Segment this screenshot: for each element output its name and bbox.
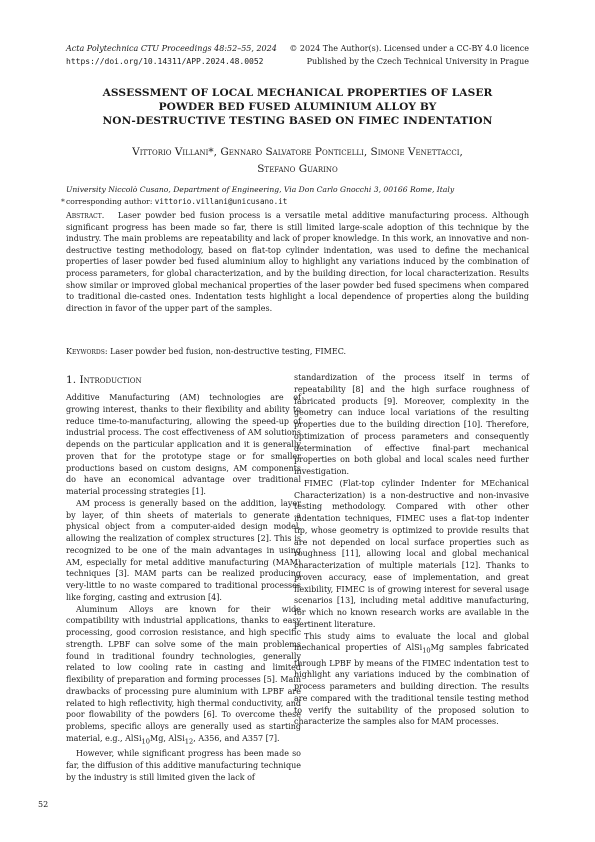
license-header bbox=[289, 42, 529, 68]
paragraph: However, while significant progress has been made so far, the diffusion of this additive manufacturing technique by the industry is still limited given the lack of bbox=[66, 749, 301, 782]
license-text: © 2024 The Author(s). Licensed under a CC-BY 4.0 licence bbox=[289, 44, 529, 53]
abstract bbox=[66, 210, 529, 314]
keywords bbox=[66, 346, 529, 358]
right-column bbox=[294, 372, 529, 728]
authors-line-1: Vittorio Villani*, Gennaro Salvatore Ponticelli, Simone Venettacci, bbox=[132, 146, 463, 158]
corresponding-label: corresponding author: bbox=[66, 197, 155, 206]
keywords-label: Keywords: bbox=[66, 347, 108, 356]
paragraph: Additive Manufacturing (AM) technologies are of growing interest, thanks to their flexibility and ability to reduce time-to-manufacturing, allowing the speed-up of industrial process. The cost effectiveness of AM solutions depends on the particular application and it is generally proven that for the prototype stage or for smaller productions based on custom designs, AM components do have an economical advantage over traditional material processing strategies [1]. bbox=[66, 393, 301, 496]
subscript: 10 bbox=[422, 646, 431, 655]
title-line-1: ASSESSMENT OF LOCAL MECHANICAL PROPERTIES OF LASER bbox=[102, 87, 493, 99]
publisher-text: Published by the Czech Technical University in Prague bbox=[306, 57, 529, 66]
page-number: 52 bbox=[38, 800, 49, 809]
author-list bbox=[50, 144, 545, 178]
subscript: 10 bbox=[141, 737, 150, 746]
keywords-text: Laser powder bed fusion, non-destructive testing, FIMEC. bbox=[110, 347, 347, 356]
section-heading bbox=[66, 372, 301, 388]
corresponding-email[interactable]: vittorio.villani@unicusano.it bbox=[154, 197, 288, 206]
paper-title bbox=[50, 86, 545, 128]
paragraph: AM process is generally based on the addition, layer by layer, of thin sheets of materials to generate a physical object from a computer-aided design model, allowing the realization of complex structures [2]. This is recognized to be one of the main advantages in using AM, especially for metal additive manufacturing (MAM) techniques [3]. MAM parts can be realized producing very-little to no waste compared to traditional processes like forging, casting and extrusion [4]. bbox=[66, 498, 301, 602]
title-line-2: POWDER BED FUSED ALUMINIUM ALLOY BY bbox=[158, 101, 437, 113]
left-column bbox=[66, 372, 301, 783]
section-title: Introduction bbox=[79, 374, 142, 386]
paragraph bbox=[66, 604, 301, 749]
journal-header bbox=[66, 42, 277, 68]
title-line-3: NON-DESTRUCTIVE TESTING BASED ON FIMEC INDENTATION bbox=[102, 115, 493, 127]
paragraph-text: Aluminum Alloys are known for their wide compatibility with industrial applications, thanks to easy processing, good corrosion resistance, and high specific strength. LPBF can solve some of the main problems found in traditional foundry technologies, generally related to low cooling rate in casting and limited flexibility of preparation and forming processes [5]. Main drawbacks of processing pure aluminium with LPBF are related to high reflectivity, high thermal conductivity, and poor flowability of the powders [6]. To overcome these problems, specific alloys are generally used as starting material, e.g., AlSi bbox=[66, 604, 301, 743]
paragraph-text: Mg, AlSi bbox=[150, 733, 185, 743]
section-number: 1. bbox=[66, 374, 77, 386]
doi-link[interactable]: https://doi.org/10.14311/APP.2024.48.0052 bbox=[66, 57, 264, 66]
affiliation: University Niccolò Cusano, Department of Engineering, Via Don Carlo Gnocchi 3, 00166 Rome, Italy bbox=[66, 185, 455, 194]
paragraph bbox=[294, 631, 529, 729]
corresponding-author bbox=[61, 196, 536, 208]
subscript: 12 bbox=[184, 737, 194, 746]
abstract-label: Abstract. bbox=[66, 211, 105, 220]
paragraph-text: This study aims to evaluate the local and global mechanical properties of AlSi bbox=[294, 631, 529, 653]
journal-citation: Acta Polytechnica CTU Proceedings 48:52–55, 2024 bbox=[66, 44, 277, 53]
paragraph: FIMEC (Flat-top cylinder Indenter for MEchanical Characterization) is a non-destructive and non-invasive testing methodology. Compared with other other indentation techniques, FIMEC uses a flat-top indenter tip, whose geometry is optimized to provide results that are not depended on local surface properties such as roughness [11], allowing local and global mechanical characterization of multiple materials [12]. Thanks to proven accuracy, ease of implementation, and great flexibility, FIMEC is of growing interest for several usage scenarios [13], including metal additive manufacturing, for which no known research works are available in the pertinent literature. bbox=[294, 478, 529, 629]
paragraph-text: Mg samples fabricated through LPBF by means of the FIMEC indentation test to highlight any variations induced by the combination of process parameters and building direction. The results are compared with the traditional tensile testing method to verify the suitability of the proposed solution to characterize the samples also for MAM processes. bbox=[294, 643, 530, 727]
abstract-text: Laser powder bed fusion process is a versatile metal additive manufacturing process. Although significant progress has been made so far, there is still limited large-scale adoption of this technique by the industry. The main problems are repeatability and lack of proper knowledge. In this work, an innovative and non-destructive testing methodology, based on flat-top cylinder indentation, was used to define the mechanical properties of laser powder bed fused aluminium alloy to highlight any variations induced by the combination of process parameters, for global characterization, and by the building direction, for local characterization. Results show similar or improved global mechanical properties of the laser powder bed fused specimens when compared to traditional die-casted ones. Indentation tests highlight a local dependence of properties along the building direction in favor of the upper part of the samples. bbox=[66, 211, 529, 313]
paragraph-continued: standardization of the process itself in terms of repeatability [8] and the high surface roughness of fabricated products [9]. Moreover, complexity in the geometry can induce local variations of the resulting properties due to the building direction [10]. Therefore, optimization of process parameters and consequently determination of effective final-part mechanical properties on both global and local scales need further investigation. bbox=[294, 373, 529, 476]
authors-line-2: Stefano Guarino bbox=[257, 163, 338, 175]
paragraph-text: , A356, and A357 [7]. bbox=[193, 733, 280, 743]
corresponding-star: * bbox=[61, 197, 65, 206]
